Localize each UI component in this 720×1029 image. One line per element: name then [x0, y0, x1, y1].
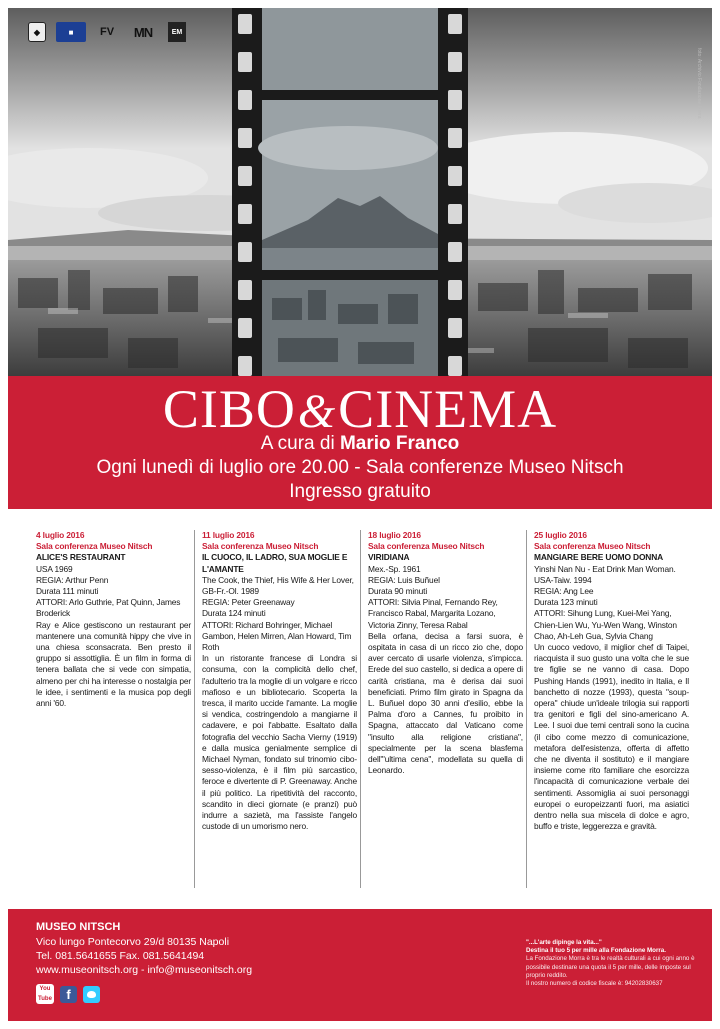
screening-venue: Sala conferenza Museo Nitsch — [202, 541, 319, 552]
mn-logo: MN — [133, 24, 153, 40]
screening-date: 18 luglio 2016 — [368, 530, 421, 540]
column-divider — [194, 530, 195, 888]
film-info: Yinshi Nan Nu - Eat Drink Man Woman. USA-Taiw. 1994 — [534, 563, 676, 585]
museum-website-link[interactable]: www.museonitsch.org - info@museonitsch.org — [36, 964, 253, 976]
footer — [8, 909, 712, 1021]
program-column-2 — [202, 530, 357, 888]
film-title: MANGIARE BERE UOMO DONNA — [534, 552, 664, 563]
morra-body: La Fondazione Morra è tra le realtà culturali a cui ogni anno è possibile destinare una quota il 5 per mille, delle imposte sul proprio reddito. — [526, 955, 695, 979]
film-info: ATTORI: Arlo Guthrie, Pat Quinn, James Broderick — [36, 597, 181, 619]
film-info: REGIA: Luis Buñuel — [368, 574, 440, 585]
screening-venue: Sala conferenza Museo Nitsch — [534, 541, 651, 552]
column-divider — [526, 530, 527, 888]
title-left: CIBO — [162, 379, 296, 439]
twitter-icon[interactable] — [83, 986, 100, 1003]
program-column-3 — [368, 530, 523, 888]
curator-name: Mario Franco — [339, 433, 460, 454]
film-info: The Cook, the Thief, His Wife & Her Lover, GB-Fr.-Ol. 1989 — [202, 574, 354, 597]
film-info: ATTORI: Richard Bohringer, Michael Gambon, Helen Mirren, Alan Howard, Tim Roth — [202, 619, 352, 653]
morra-donation-note — [526, 939, 706, 988]
crest-logo: ◆ — [28, 22, 46, 42]
film-info: REGIA: Ang Lee — [534, 586, 594, 597]
film-synopsis: Un cuoco vedovo, il miglior chef di Taipei, riacquista il suo gusto una volta che le sue tre figlie se ne vanno di casa. Dopo Pushing Hands (1991), inedito in Italia, e Il banchetto di nozze (1993), questa "soup-opera" chiude un'ideale trilogia sui rapporti tra genitori e figli del sino-americano A. Lee. I suoi due temi centrali sono la cucina (il cibo come mezzo di comunicazione, metafora dell'esistenza, offerta di affetto che ne diventa il sostituto) e il mangiare insieme come rito familiare che esorcizza l'incapacità di comunicazione verbale dei sentimenti. Assomiglia ai suoi personaggi europei o europeizzanti fuori, ma asiatici dentro nella sua miscela di dolce e agro, buffo e triste, leggerezza e gravità. — [534, 642, 689, 832]
social-links — [36, 984, 100, 1004]
film-synopsis: In un ristorante francese di Londra si consuma, con la complicità dello chef, l'adulterio tra la moglie di un volgare e ricco mafioso e un bibliotecario. Scoperta la tresca, il marito uccide l'amante. La moglie si vendica, costringendolo a mangiarne il cadavere, e poi l'abbatte. Esaltato dalla fotografia del vecchio Sacha Vierny (1919) e dalla musica genialmente semplice di Michael Nyman, fondato sul trinomio cibo-sesso-violenza, è il film più sarcastico, feroce e divertente di P. Greenaway. Anche il più politico. La ripetitività del racconto, scandito in dieci giornate (e pranzi) può indurre a sazietà, ma l'assiste l'angelo custode di un umorismo nero. — [202, 653, 357, 832]
film-info: Durata 90 minuti — [368, 586, 428, 597]
morra-tax-code: Il nostro numero di codice fiscale è: 94202830637 — [526, 980, 663, 988]
hero-photo — [8, 8, 712, 376]
program-column-1 — [36, 530, 191, 888]
screening-date: 25 luglio 2016 — [534, 530, 587, 540]
program-columns — [36, 530, 696, 890]
film-info: USA 1969 — [36, 563, 73, 574]
column-divider — [360, 530, 361, 888]
film-synopsis: Bella orfana, decisa a farsi suora, è ospitata in casa di un ricco zio che, dopo aver cercato di usarle violenza, s'impicca. Erede del suo castello, si dedica a opere di carità cristiana, ma è derisa dai suoi beneficiati. Primo film girato in Spagna da L. Buñuel dopo 30 anni d'esilio, ebbe la Palma d'oro a Cannes, fu proibito in Spagna, attaccato dal Vaticano come "insulto alla religione cristiana", specialmente per la scena blasfema dell'"ultima cena", modellata su quella di Leonardo. — [368, 630, 523, 776]
film-info: Durata 123 minuti — [534, 597, 598, 608]
title-band — [8, 376, 712, 509]
photo-credit: foto: Archivio Fondazione Morra — [696, 48, 702, 119]
museum-phone: Tel. 081.5641655 Fax. 081.5641494 — [36, 950, 205, 962]
screening-venue: Sala conferenza Museo Nitsch — [368, 541, 485, 552]
film-info: Mex.-Sp. 1961 — [368, 563, 421, 574]
em-logo: EM — [168, 22, 186, 42]
facebook-icon[interactable]: f — [60, 986, 77, 1003]
youtube-icon[interactable]: You Tube — [36, 984, 54, 1004]
museum-name: MUSEO NITSCH — [36, 921, 121, 933]
film-info: REGIA: Peter Greenaway — [202, 597, 295, 608]
film-info: Durata 124 minuti — [202, 608, 266, 619]
schedule-line: Ogni lunedì di luglio ore 20.00 - Sala conferenze Museo Nitsch — [96, 457, 624, 478]
screening-venue: Sala conferenza Museo Nitsch — [36, 541, 153, 552]
title-right: CINEMA — [338, 379, 558, 439]
film-info: ATTORI: Silvia Pinal, Fernando Rey, Francisco Rabal, Margarita Lozano, Victoria Zinny, Teresa Rabal — [368, 597, 498, 630]
fv-logo: FV — [99, 26, 115, 38]
curator-line — [8, 432, 712, 456]
program-column-4 — [534, 530, 689, 888]
naples-film-strip-illustration — [8, 8, 712, 376]
film-synopsis: Ray e Alice gestiscono un restaurant per mantenere una comunità hippy che vive in una chiesa sconsacrata. Ben presto il gruppo si assottiglia. È un film in forma di tenera ballata che si vede con simpatia, almeno per chi ha interesse o nostalgia per le idee, i sentimenti e la musica pop degli anni '60. — [36, 619, 191, 709]
film-info: REGIA: Arthur Penn — [36, 574, 109, 585]
film-title: VIRIDIANA — [368, 552, 410, 563]
film-info: ATTORI: Sihung Lung, Kuei-Mei Yang, Chien-Lien Wu, Yu-Wen Wang, Winston Chao, Ah-Leh Gua, Sylvia Chang — [534, 608, 677, 641]
screening-date: 11 luglio 2016 — [202, 530, 255, 540]
entry-line: Ingresso gratuito — [289, 481, 431, 502]
museum-address: Vico lungo Pontecorvo 29/d 80135 Napoli — [36, 936, 230, 948]
title-ampersand: & — [297, 385, 337, 438]
film-info: Durata 111 minuti — [36, 586, 99, 597]
screening-date: 4 luglio 2016 — [36, 530, 85, 540]
morra-quote: "...L'arte dipinge la vita..." — [526, 939, 602, 946]
curator-prefix: A cura di — [260, 433, 335, 454]
napoli-logo: ■ — [56, 22, 86, 42]
morra-heading: Destina il tuo 5 per mille alla Fondazione Morra. — [526, 947, 666, 955]
partner-logos — [28, 22, 186, 42]
film-title: ALICE'S RESTAURANT — [36, 552, 126, 563]
film-title: IL CUOCO, IL LADRO, SUA MOGLIE E L'AMANTE — [202, 552, 348, 574]
